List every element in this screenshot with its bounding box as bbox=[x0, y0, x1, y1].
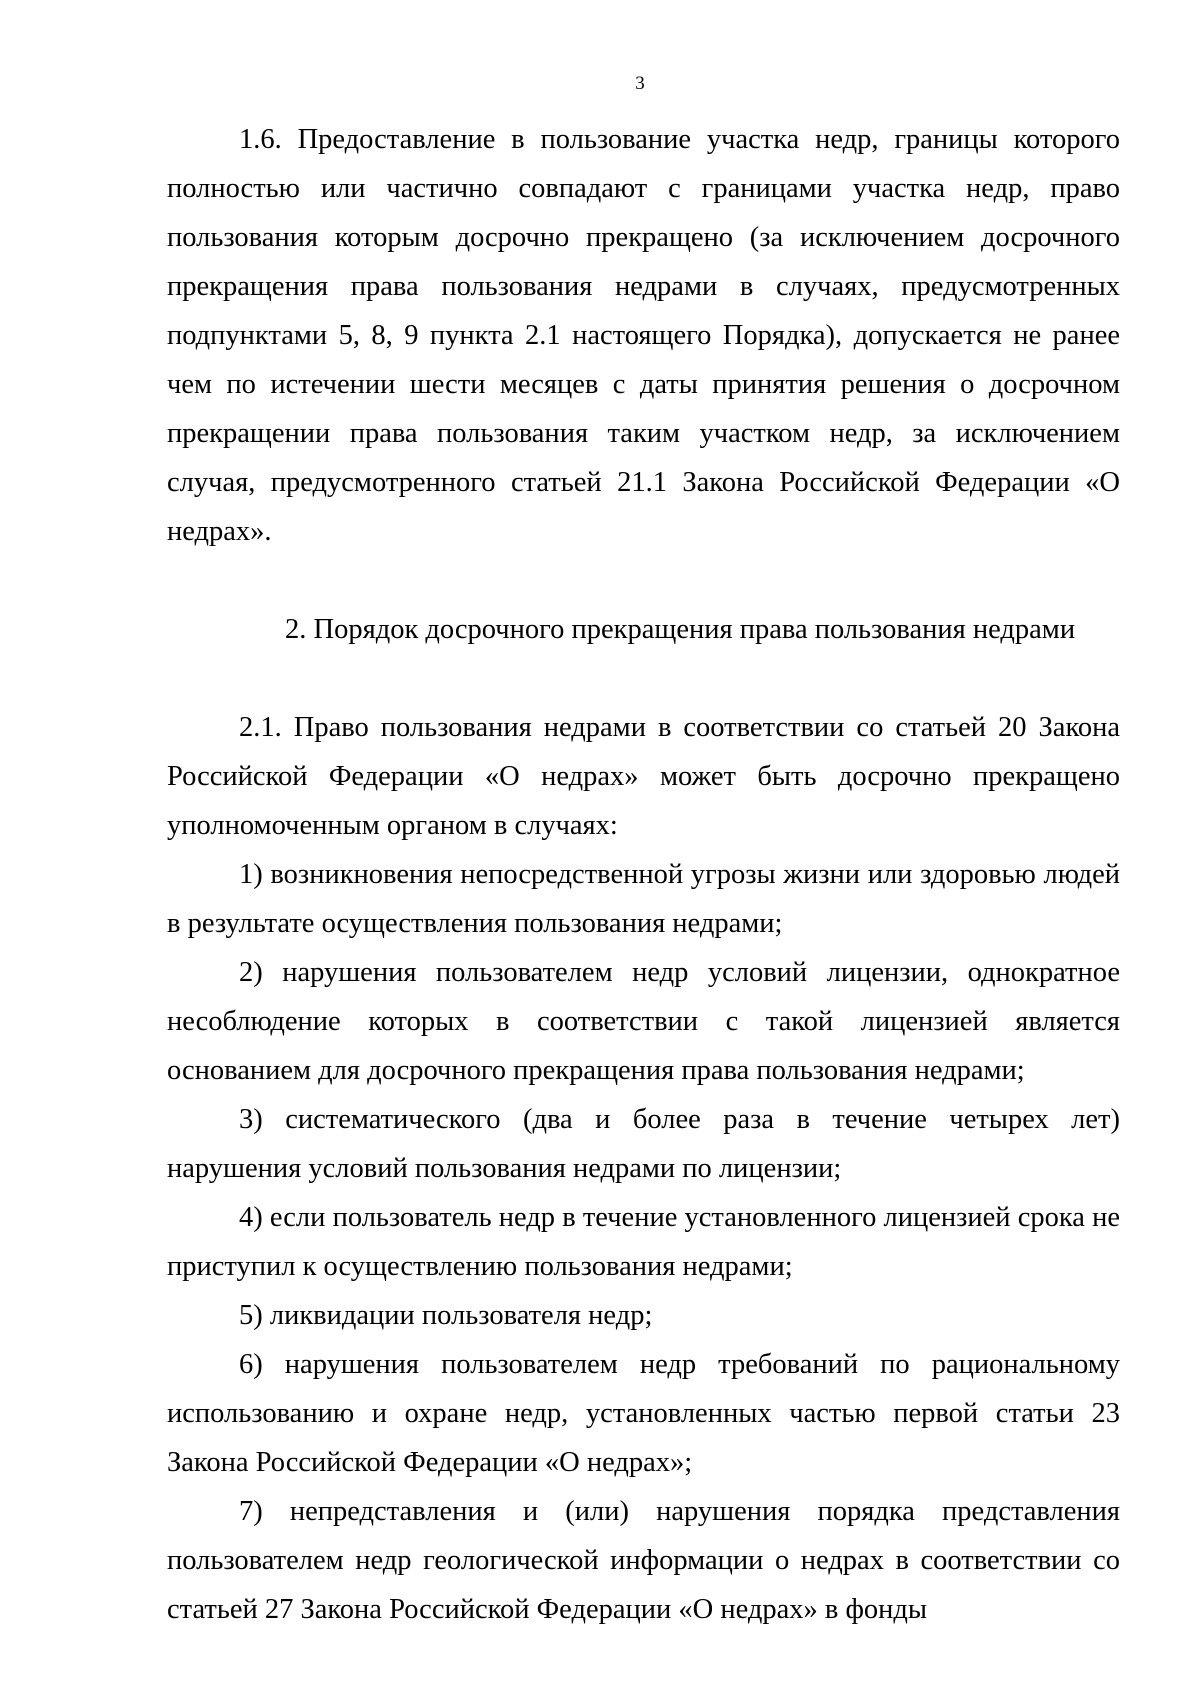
list-item-4: 4) если пользователь недр в течение установленного лицензией срока не приступил к осуществлению пользования недрами; bbox=[167, 1202, 1120, 1282]
list-item-3: 3) систематического (два и более раза в течение четырех лет) нарушения условий пользования недрами по лицензии; bbox=[167, 1104, 1120, 1184]
paragraph-1-6: 1.6. Предоставление в пользование участка недр, границы которого полностью или частично совпадают с границами участка недр, право пользования которым досрочно прекращено (за исключением досрочного прекращения права пользования недрами в случаях, предусмотренных подпунктами 5, 8, 9 пункта 2.1 настоящего Порядка), допускается не ранее чем по истечении шести месяцев с даты принятия решения о досрочном прекращении права пользования таким участком недр, за исключением случая, предусмотренного статьей 21.1 Закона Российской Федерации «О недрах». bbox=[167, 124, 1120, 547]
paragraph-2-1: 2.1. Право пользования недрами в соответствии со статьей 20 Закона Российской Федерации «О недрах» может быть досрочно прекращено уполномоченным органом в случаях: bbox=[167, 712, 1120, 841]
list-item-1: 1) возникновения непосредственной угрозы жизни или здоровью людей в результате осуществления пользования недрами; bbox=[167, 859, 1120, 939]
list-item-2: 2) нарушения пользователем недр условий лицензии, однократное несоблюдение которых в соответствии с такой лицензией является основанием для досрочного прекращения права пользования недрами; bbox=[167, 957, 1120, 1086]
list-item-7: 7) непредставления и (или) нарушения порядка представления пользователем недр геологической информации о недрах в соответствии со статьей 27 Закона Российской Федерации «О недрах» в фонды bbox=[167, 1496, 1120, 1625]
list-item-6: 6) нарушения пользователем недр требований по рациональному использованию и охране недр, установленных частью первой статьи 23 Закона Российской Федерации «О недрах»; bbox=[167, 1349, 1120, 1478]
list-item-5: 5) ликвидации пользователя недр; bbox=[239, 1300, 653, 1331]
section-2-heading: 2. Порядок досрочного прекращения права пользования недрами bbox=[285, 614, 1076, 645]
page-number: 3 bbox=[635, 73, 645, 94]
document-body bbox=[167, 115, 1120, 1634]
